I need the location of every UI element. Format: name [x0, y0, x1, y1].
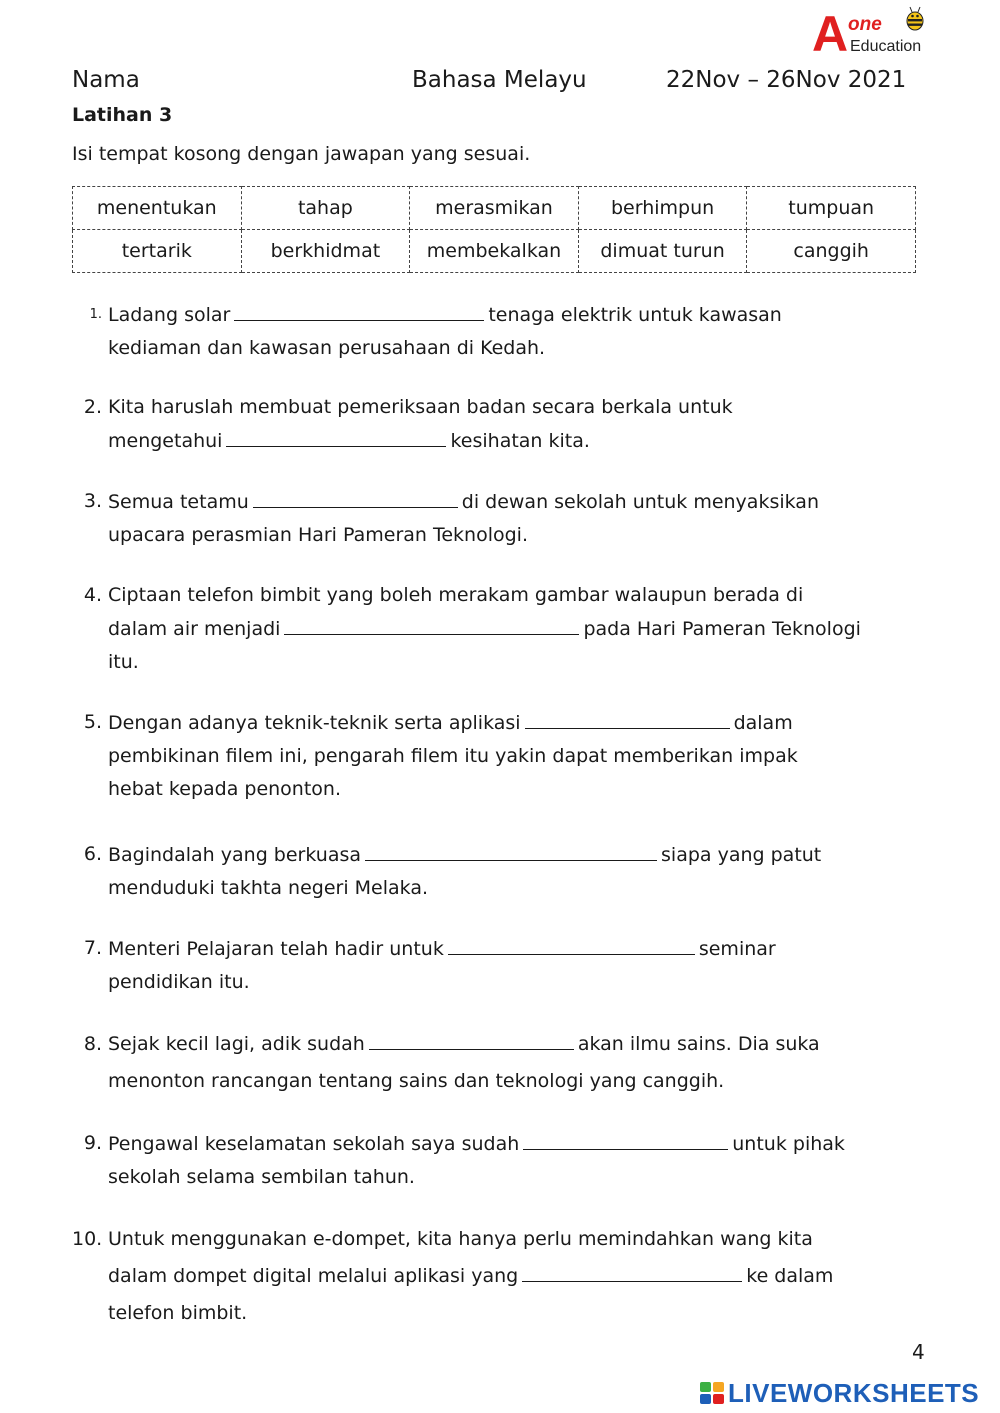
- question-text: Ciptaan telefon bimbit yang boleh merakam gambar walaupun berada di: [108, 584, 804, 606]
- bee-icon: [902, 6, 928, 32]
- question-number: 8.: [83, 1033, 102, 1055]
- question-8: [72, 1026, 932, 1100]
- question-text: Semua tetamu: [108, 491, 249, 513]
- answer-blank[interactable]: [365, 838, 657, 861]
- answer-blank[interactable]: [226, 424, 446, 447]
- answer-blank[interactable]: [253, 485, 458, 508]
- question-text: Kita haruslah membuat pemeriksaan badan secara berkala untuk: [108, 396, 733, 418]
- logo-word-education: Education: [850, 38, 922, 55]
- question-text: pendidikan itu.: [108, 971, 250, 993]
- question-list: [72, 298, 932, 1332]
- question-number: 1.: [89, 307, 102, 322]
- answer-blank[interactable]: [284, 612, 579, 635]
- word-bank-cell: berkhidmat: [241, 230, 410, 273]
- a-one-education-logo: [812, 4, 932, 62]
- question-number: 2.: [83, 396, 102, 418]
- word-bank-row: [73, 230, 916, 273]
- question-1: [72, 298, 932, 365]
- word-bank-cell: membekalkan: [410, 230, 579, 273]
- question-text: hebat kepada penonton.: [108, 778, 342, 800]
- question-text: dalam air menjadi: [108, 618, 281, 640]
- question-text: mengetahui: [108, 430, 223, 452]
- question-text: siapa yang patut: [661, 844, 822, 866]
- answer-blank[interactable]: [369, 1027, 574, 1050]
- question-text: Pengawal keselamatan sekolah saya sudah: [108, 1133, 520, 1155]
- word-bank-cell: merasmikan: [410, 187, 579, 230]
- question-text: dalam dompet digital melalui aplikasi yang: [108, 1265, 519, 1287]
- word-bank-cell: berhimpun: [578, 187, 747, 230]
- answer-blank[interactable]: [525, 706, 730, 729]
- question-text: upacara perasmian Hari Pameran Teknologi.: [108, 524, 529, 546]
- date-range: 22Nov – 26Nov 2021: [666, 67, 907, 93]
- question-text: Dengan adanya teknik-teknik serta aplikasi: [108, 712, 521, 734]
- word-bank-cell: canggih: [747, 230, 916, 273]
- question-text: ke dalam: [746, 1265, 834, 1287]
- question-number: 7.: [83, 937, 102, 959]
- instruction-text: Isi tempat kosong dengan jawapan yang sesuai.: [72, 143, 531, 165]
- word-bank-row: [73, 187, 916, 230]
- question-text: sekolah selama sembilan tahun.: [108, 1166, 415, 1188]
- question-text: akan ilmu sains. Dia suka: [577, 1033, 820, 1055]
- exercise-title: Latihan 3: [72, 104, 173, 126]
- question-3: [72, 485, 932, 552]
- question-number: 5.: [83, 711, 102, 733]
- word-bank-cell: menentukan: [73, 187, 242, 230]
- question-4: [72, 579, 932, 679]
- question-text: menduduki takhta negeri Melaka.: [108, 877, 429, 899]
- question-text: tenaga elektrik untuk kawasan: [488, 304, 782, 326]
- question-7: [72, 932, 932, 999]
- question-text: kesihatan kita.: [450, 430, 590, 452]
- word-bank-cell: tertarik: [73, 230, 242, 273]
- question-text: pembikinan filem ini, pengarah filem itu yakin dapat memberikan impak: [108, 745, 798, 767]
- question-number: 6.: [83, 843, 102, 865]
- question-number: 4.: [83, 584, 102, 606]
- watermark-text: LIVEWORKSHEETS: [728, 1377, 980, 1408]
- question-text: Ladang solar: [108, 304, 231, 326]
- question-text: di dewan sekolah untuk menyaksikan: [461, 491, 819, 513]
- question-2: [72, 391, 932, 458]
- question-text: untuk pihak: [732, 1133, 845, 1155]
- question-number: 3.: [83, 490, 102, 512]
- question-6: [72, 838, 932, 905]
- answer-blank[interactable]: [522, 1259, 742, 1282]
- question-text: dalam: [733, 712, 793, 734]
- question-5: [72, 706, 932, 806]
- page-number: 4: [912, 1340, 925, 1364]
- question-text: seminar: [698, 938, 776, 960]
- question-number: 10.: [72, 1228, 103, 1250]
- answer-blank[interactable]: [448, 932, 695, 955]
- question-number: 9.: [83, 1132, 102, 1154]
- word-bank-cell: tumpuan: [747, 187, 916, 230]
- answer-blank[interactable]: [234, 298, 484, 321]
- liveworksheets-watermark: [700, 1377, 979, 1409]
- question-text: pada Hari Pameran Teknologi: [583, 618, 861, 640]
- question-9: [72, 1127, 932, 1194]
- answer-blank[interactable]: [523, 1127, 728, 1150]
- question-text: Untuk menggunakan e-dompet, kita hanya perlu memindahkan wang kita: [108, 1228, 813, 1250]
- question-10: [72, 1221, 932, 1332]
- word-bank-cell: dimuat turun: [578, 230, 747, 273]
- word-bank-table: [72, 186, 916, 273]
- question-text: itu.: [108, 651, 139, 673]
- question-text: Sejak kecil lagi, adik sudah: [108, 1033, 365, 1055]
- liveworksheets-icon: [700, 1382, 724, 1404]
- logo-letter: A: [812, 6, 849, 62]
- question-text: Bagindalah yang berkuasa: [108, 844, 362, 866]
- question-text: Menteri Pelajaran telah hadir untuk: [108, 938, 444, 960]
- word-bank-cell: tahap: [241, 187, 410, 230]
- question-text: kediaman dan kawasan perusahaan di Kedah.: [108, 337, 546, 359]
- subject-title: Bahasa Melayu: [412, 67, 587, 93]
- logo-word-one: one: [848, 14, 882, 35]
- question-text: menonton rancangan tentang sains dan teknologi yang canggih.: [108, 1070, 725, 1092]
- name-label: Nama: [72, 67, 140, 93]
- question-text: telefon bimbit.: [108, 1302, 248, 1324]
